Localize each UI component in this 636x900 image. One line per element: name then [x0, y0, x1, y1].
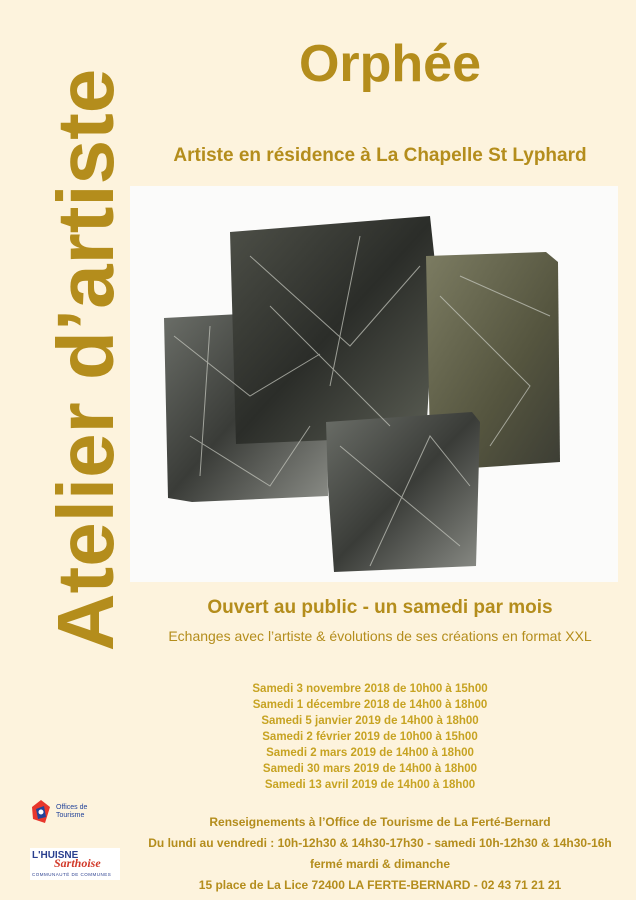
info-address: 15 place de La Lice 72400 LA FERTE-BERNARD - 02 43 71 21 21 — [198, 878, 562, 892]
date-item: Samedi 1 décembre 2018 de 14h00 à 18h00 — [252, 699, 488, 711]
sarthoise-label: Sarthoise — [54, 856, 101, 870]
vertical-title: Atelier d’artiste — [41, 68, 130, 652]
info-block — [130, 812, 630, 896]
date-item: Samedi 2 mars 2019 de 14h00 à 18h00 — [266, 747, 474, 759]
open-public-line: Ouvert au public - un samedi par mois — [207, 597, 553, 618]
dates-list — [170, 681, 570, 793]
date-item: Samedi 30 mars 2019 de 14h00 à 18h00 — [262, 763, 478, 775]
communaute-label: COMMUNAUTÉ DE COMMUNES — [32, 872, 112, 877]
offices-tourisme-icon — [30, 799, 52, 825]
date-item: Samedi 13 avril 2019 de 14h00 à 18h00 — [264, 779, 476, 791]
huisne-sarthoise-logo — [30, 848, 120, 880]
date-item: Samedi 3 novembre 2018 de 10h00 à 15h00 — [252, 683, 488, 695]
info-closed: fermé mardi & dimanche — [309, 857, 451, 871]
info-heading: Renseignements à l’Office de Tourisme de La Ferté-Bernard — [209, 815, 551, 829]
subtitle: Artiste en résidence à La Chapelle St Lyphard — [173, 145, 587, 166]
offices-tourisme-logo — [30, 797, 120, 827]
exchange-line: Echanges avec l’artiste & évolutions de ses créations en format XXL — [168, 628, 592, 644]
date-item: Samedi 2 février 2019 de 10h00 à 15h00 — [262, 731, 478, 743]
date-item: Samedi 5 janvier 2019 de 14h00 à 18h00 — [261, 715, 479, 727]
page-title: Orphée — [298, 35, 482, 93]
info-hours: Du lundi au vendredi : 10h-12h30 & 14h30-17h30 - samedi 10h-12h30 & 14h30-16h — [148, 836, 612, 850]
offices-label-2: Tourisme — [56, 812, 85, 819]
huisne-label: L'HUISNE — [32, 850, 79, 861]
artwork-image — [130, 186, 618, 582]
offices-label-1: Offices de — [56, 804, 88, 811]
